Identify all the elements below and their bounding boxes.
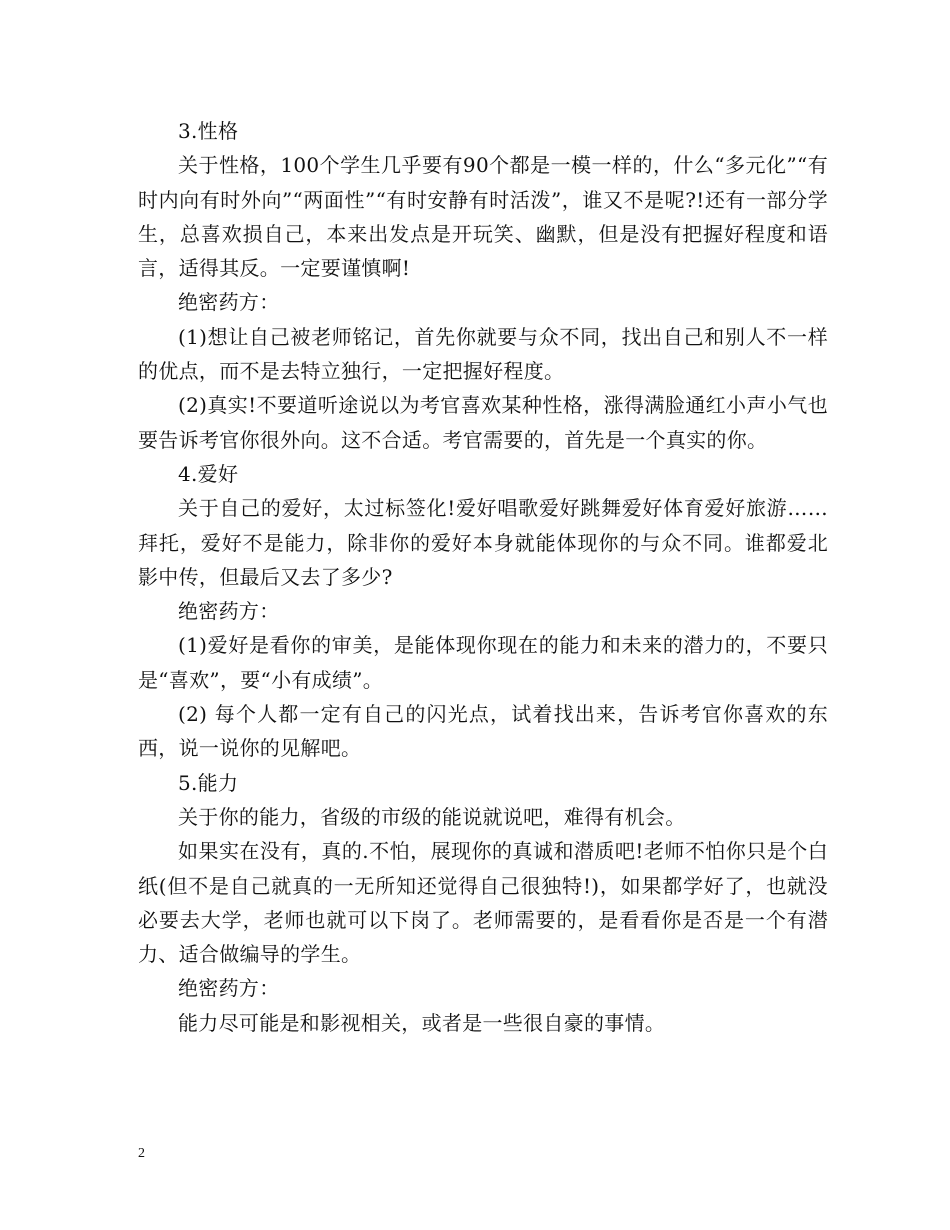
paragraph-ability-tip: 能力尽可能是和影视相关，或者是一些很自豪的事情。 [178, 1010, 666, 1035]
paragraph-ability-detail: 如果实在没有，真的.不怕，展现你的真诚和潜质吧!老师不怕你只是个白纸(但不是自己就真的一无所知还觉得自己很独特!)，如果都学好了，也就没必要去大学，老师也就可以下岗了。老师需要的，是看看你是否是一个有潜力、适合做编导的学生。 [138, 839, 828, 967]
paragraph-tip-2: (2)真实!不要道听途说以为考官喜欢某种性格，涨得满脸通红小声小气也要告诉考官你很外向。这不合适。考官需要的，首先是一个真实的你。 [138, 393, 828, 452]
subheading-secret-recipe: 绝密药方： [178, 599, 280, 624]
page-number: 2 [138, 1146, 145, 1161]
paragraph-hobbies: 关于自己的爱好，太过标签化!爱好唱歌爱好跳舞爱好体育爱好旅游……拜托，爱好不是能力，除非你的爱好本身就能体现你的与众不同。谁都爱北影中传，但最后又去了多少? [138, 496, 828, 589]
paragraph-tip-1: (1)想让自己被老师铭记，首先你就要与众不同，找出自己和别人不一样的优点，而不是去特立独行，一定把握好程度。 [138, 324, 828, 384]
paragraph-personality: 关于性格，100个学生几乎要有90个都是一模一样的，什么“多元化”“有时内向有时外向”“两面性”“有时安静有时活泼”，谁又不是呢?!还有一部分学生，总喜欢损自己，本来出发点是开玩笑、幽默，但是没有把握好程度和语言，适得其反。一定要谨慎啊! [138, 153, 828, 281]
subheading-secret-recipe: 绝密药方： [178, 290, 280, 315]
section-heading-ability: 5.能力 [178, 770, 239, 795]
paragraph-ability: 关于你的能力，省级的市级的能说就说吧，难得有机会。 [178, 804, 686, 829]
section-heading-personality: 3.性格 [178, 119, 239, 143]
paragraph-tip-1: (1)爱好是看你的审美，是能体现你现在的能力和未来的潜力的，不要只是“喜欢”，要“小有成绩”。 [138, 633, 828, 692]
subheading-secret-recipe: 绝密药方： [178, 976, 280, 1001]
document-body [138, 114, 828, 1040]
paragraph-tip-2: (2) 每个人都一定有自己的闪光点，试着找出来，告诉考官你喜欢的东西，说一说你的见解吧。 [138, 702, 828, 761]
section-heading-hobbies: 4.爱好 [178, 461, 239, 486]
